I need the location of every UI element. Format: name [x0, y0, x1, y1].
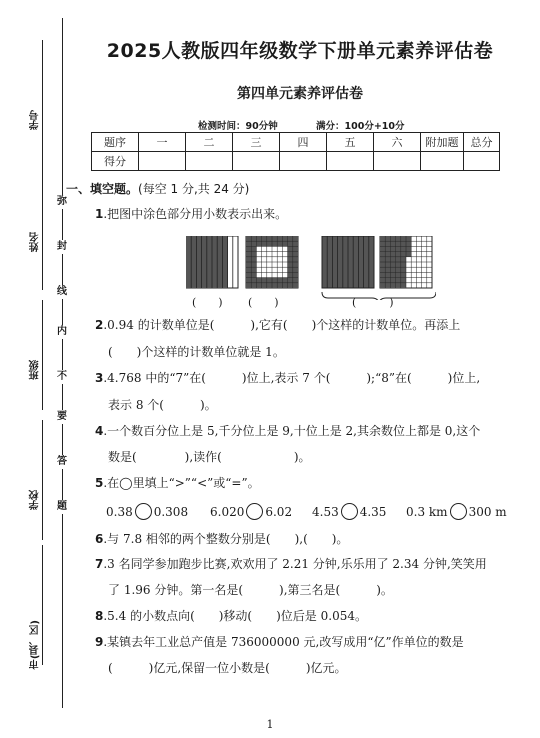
grid-cell-shaded [390, 262, 395, 267]
grid-cell-shaded [246, 267, 251, 272]
binding-line [62, 18, 63, 708]
grid-cell-shaded [380, 262, 385, 267]
grid-cell-shaded [282, 241, 287, 246]
grid-cell-shaded [293, 272, 298, 277]
grid-cell-shaded [288, 236, 293, 241]
compare-left: 4.53 [312, 505, 339, 519]
grid-cell-shaded [385, 241, 390, 246]
grid-cell-shaded [401, 236, 406, 241]
grid-cell-shaded [406, 236, 411, 241]
grid-cell-shaded [293, 278, 298, 283]
grid-cell-shaded [277, 241, 282, 246]
question-text: .一个数百分位上是 5,千分位上是 9,十位上是 2,其余数位上都是 0,这个 [103, 424, 481, 438]
grid-cell-shaded [396, 278, 401, 283]
question-2 [95, 314, 515, 337]
grid-cell-shaded [396, 283, 401, 288]
question-1 [95, 203, 515, 226]
grid-cell-shaded [246, 272, 251, 277]
grid-cell-shaded [282, 236, 287, 241]
grid-cell-shaded [406, 241, 411, 246]
score-table [91, 132, 500, 171]
grid-cell-shaded [251, 246, 256, 251]
grid-cell-shaded [272, 236, 277, 241]
side-label-city: 市(县、区) [30, 620, 41, 670]
compare-right: 300 m [468, 505, 507, 519]
grid-cell-shaded [390, 252, 395, 257]
grid-cell-shaded [380, 257, 385, 262]
seal-char: 不 [57, 371, 67, 382]
grid-cell-shaded [272, 278, 277, 283]
grid-cell-shaded [262, 278, 267, 283]
table-cell: 得分 [92, 152, 139, 171]
page-number: 1 [266, 718, 274, 731]
compare-pair-3 [312, 503, 386, 520]
table-cell: 六 [374, 133, 421, 152]
answer-paren-1[interactable]: ( ) [192, 296, 223, 309]
grid-column-shaded [196, 236, 201, 288]
question-text: .0.94 的计数单位是( ),它有( )个这样的计数单位。再添上 [103, 318, 461, 332]
grid-cell-shaded [385, 267, 390, 272]
question-number: 1 [95, 207, 104, 221]
compare-left: 0.3 km [406, 505, 448, 519]
grid-cell-shaded [390, 246, 395, 251]
question-8 [95, 605, 515, 628]
grid-cell-shaded [272, 241, 277, 246]
grid-hundredths-frame [246, 236, 298, 288]
grid-cell-shaded [401, 267, 406, 272]
grid-cell-shaded [396, 272, 401, 277]
decimal-grid-figure [186, 236, 436, 300]
grid-cell-shaded [251, 262, 256, 267]
grid-cell-shaded [288, 283, 293, 288]
school-line [42, 420, 43, 540]
grid-cell-shaded [380, 283, 385, 288]
score-cell[interactable] [139, 152, 186, 171]
grid-cell-shaded [251, 283, 256, 288]
compare-right: 6.02 [265, 505, 293, 519]
grid-cell-shaded [390, 278, 395, 283]
grid-cell-shaded [396, 236, 401, 241]
table-row [92, 133, 500, 152]
grid-cell-shaded [246, 252, 251, 257]
question-text: .在◯里填上“>”“<”或“=”。 [103, 476, 260, 490]
question-number: 8 [95, 609, 104, 623]
compare-left: 0.38 [106, 505, 133, 519]
grid-cell-shaded [293, 262, 298, 267]
score-cell[interactable] [186, 152, 233, 171]
grid-cell-shaded [267, 236, 272, 241]
question-number: 7 [95, 557, 104, 571]
grid-cell-shaded [251, 252, 256, 257]
compare-right: 4.35 [359, 505, 387, 519]
grid-cell-shaded [401, 246, 406, 251]
grid-cell-shaded [401, 262, 406, 267]
answer-paren-3[interactable]: ( ) [352, 296, 394, 309]
question-number: 5 [95, 476, 104, 490]
grid-cell-shaded [385, 283, 390, 288]
grid-cell-shaded [282, 278, 287, 283]
side-label-student-id: 学号 [30, 110, 41, 130]
grid-cell-shaded [246, 236, 251, 241]
question-number: 4 [95, 424, 104, 438]
compare-pair-2 [210, 503, 292, 520]
grid-cell-shaded [401, 257, 406, 262]
grid-cell-shaded [396, 262, 401, 267]
grid-cell-shaded [396, 252, 401, 257]
question-number: 6 [95, 532, 104, 546]
answer-paren-2[interactable]: ( ) [248, 296, 279, 309]
grid-cell-shaded [380, 236, 385, 241]
table-cell: 题序 [92, 133, 139, 152]
grid-cell-shaded [251, 272, 256, 277]
grid-cell-shaded [288, 262, 293, 267]
grid-tenths-full [322, 236, 374, 288]
seal-char: 封 [57, 241, 67, 252]
city-line [42, 545, 43, 665]
score-cell[interactable] [374, 152, 421, 171]
grid-cell-shaded [390, 236, 395, 241]
grid-cell-shaded [401, 283, 406, 288]
section-note: (每空 1 分,共 24 分) [138, 182, 250, 196]
grid-cell-shaded [401, 272, 406, 277]
table-cell: 总分 [464, 133, 500, 152]
grid-cell-shaded [288, 246, 293, 251]
grid-cell-shaded [396, 241, 401, 246]
exam-score: 满分：100分+10分 [316, 121, 405, 132]
grid-cell-shaded [288, 272, 293, 277]
grid-cell-shaded [390, 267, 395, 272]
grid-cell-shaded [246, 262, 251, 267]
grid-cell-shaded [293, 236, 298, 241]
grid-cell-shaded [256, 278, 261, 283]
grid-cell-shaded [246, 283, 251, 288]
class-line [42, 300, 43, 410]
name-line [42, 170, 43, 290]
grid-cell-shaded [406, 246, 411, 251]
grid-cell-shaded [288, 241, 293, 246]
page-title: 2025人教版四年级数学下册单元素养评估卷 [106, 40, 494, 62]
grid-cell-shaded [293, 252, 298, 257]
score-cell[interactable] [327, 152, 374, 171]
question-6 [95, 528, 515, 551]
grid-cell-shaded [293, 241, 298, 246]
seal-char: 题 [57, 501, 67, 512]
grid-cell-shaded [277, 283, 282, 288]
section-title: 一、填空题。 [66, 182, 139, 196]
grid-tenths-a [186, 236, 238, 288]
question-text: .某镇去年工业总产值是 736000000 元,改写成用“亿”作单位的数是 [103, 635, 464, 649]
table-cell: 一 [139, 133, 186, 152]
question-3-line2: 表示 8 个( )。 [108, 398, 217, 412]
compare-pair-4 [406, 503, 507, 520]
grid-cell-shaded [396, 267, 401, 272]
question-number: 3 [95, 371, 104, 385]
table-cell: 三 [233, 133, 280, 152]
grid-cell-shaded [385, 272, 390, 277]
grid-cell-shaded [246, 246, 251, 251]
question-2-line2: ( )个这样的计数单位就是 1。 [108, 345, 285, 359]
grid-cell-shaded [390, 241, 395, 246]
table-row [92, 152, 500, 171]
grid-cell-shaded [390, 257, 395, 262]
seal-char: 内 [57, 326, 67, 337]
question-text: .4.768 中的“7”在( )位上,表示 7 个( );“8”在( )位上, [103, 371, 481, 385]
grid-column-shaded [186, 236, 191, 288]
grid-cell-shaded [401, 278, 406, 283]
question-4 [95, 420, 515, 443]
compare-right: 0.308 [153, 505, 189, 519]
grid-cell-shaded [385, 252, 390, 257]
side-label-school: 学校 [30, 490, 41, 510]
grid-cell-shaded [293, 283, 298, 288]
grid-cell-shaded [288, 267, 293, 272]
grid-cell-shaded [380, 252, 385, 257]
grid-cell-shaded [262, 241, 267, 246]
question-text: .与 7.8 相邻的两个整数分别是( ),( )。 [103, 532, 349, 546]
table-cell: 四 [280, 133, 327, 152]
grid-cell-shaded [246, 257, 251, 262]
question-3 [95, 367, 515, 390]
grid-cell-shaded [380, 241, 385, 246]
grid-cell-shaded [256, 283, 261, 288]
grid-cell-shaded [251, 278, 256, 283]
grid-cell-shaded [380, 246, 385, 251]
grid-cell-shaded [251, 236, 256, 241]
grid-cell-shaded [251, 267, 256, 272]
grid-cell-shaded [401, 241, 406, 246]
grid-cell-shaded [385, 246, 390, 251]
question-5 [95, 472, 515, 495]
side-label-class: 班级 [30, 360, 41, 380]
grid-cell-shaded [293, 267, 298, 272]
grid-cell-shaded [267, 278, 272, 283]
grid-cell-shaded [293, 246, 298, 251]
grid-cell-shaded [396, 257, 401, 262]
question-7-line2: 了 1.96 分钟。第一名是( ),第三名是( )。 [108, 583, 393, 597]
question-number: 9 [95, 635, 104, 649]
question-text: .3 名同学参加跑步比赛,欢欢用了 2.21 分钟,乐乐用了 2.34 分钟,笑笑用 [103, 557, 487, 571]
grid-cell-shaded [406, 252, 411, 257]
exam-time: 检测时间：90分钟 [198, 121, 278, 132]
grid-cell-shaded [401, 252, 406, 257]
score-cell[interactable] [280, 152, 327, 171]
section-heading [66, 180, 249, 197]
question-9 [95, 631, 515, 654]
grid-cell-shaded [277, 278, 282, 283]
question-4-line2: 数是( ),读作( )。 [108, 450, 311, 464]
grid-cell-shaded [380, 267, 385, 272]
seal-char: 弥 [57, 196, 67, 207]
side-label-name: 姓名 [30, 232, 41, 252]
grid-column-shaded [207, 236, 212, 288]
question-text: .5.4 的小数点向( )移动( )位后是 0.054。 [103, 609, 367, 623]
question-7 [95, 553, 515, 576]
grid-cell-shaded [256, 236, 261, 241]
student-id-line [42, 40, 43, 170]
grid-cell-shaded [385, 236, 390, 241]
grid-column-shaded [202, 236, 207, 288]
grid-cell-shaded [380, 278, 385, 283]
grid-cell-shaded [262, 283, 267, 288]
table-cell: 五 [327, 133, 374, 152]
grid-cell-shaded [267, 283, 272, 288]
grid-cell-shaded [256, 241, 261, 246]
grid-cell-shaded [390, 272, 395, 277]
grid-column-shaded [222, 236, 227, 288]
question-number: 2 [95, 318, 104, 332]
grid-cell-shaded [385, 262, 390, 267]
grid-column-shaded [191, 236, 196, 288]
table-cell: 附加题 [421, 133, 464, 152]
page-subtitle: 第四单元素养评估卷 [237, 86, 363, 102]
grid-hundredths-partial [380, 236, 432, 288]
compare-left: 6.020 [210, 505, 245, 519]
grid-cell-shaded [251, 241, 256, 246]
grid-cell-shaded [390, 283, 395, 288]
grid-cell-shaded [293, 257, 298, 262]
score-cell[interactable] [233, 152, 280, 171]
grid-cell-shaded [385, 278, 390, 283]
table-cell: 二 [186, 133, 233, 152]
score-cell[interactable] [421, 152, 464, 171]
grid-cell-shaded [288, 278, 293, 283]
compare-circle[interactable] [135, 503, 152, 520]
grid-cell-shaded [288, 252, 293, 257]
grid-cell-shaded [282, 283, 287, 288]
grid-cell-shaded [396, 246, 401, 251]
grid-cell-shaded [251, 257, 256, 262]
question-9-line2: ( )亿元,保留一位小数是( )亿元。 [108, 661, 347, 675]
grid-cell-shaded [385, 257, 390, 262]
grid-cell-shaded [288, 257, 293, 262]
question-text: .把图中涂色部分用小数表示出来。 [103, 207, 288, 221]
compare-circle[interactable] [341, 503, 358, 520]
seal-char: 线 [57, 286, 67, 297]
grid-cell-shaded [262, 236, 267, 241]
score-cell[interactable] [464, 152, 500, 171]
grid-cell-shaded [380, 272, 385, 277]
grid-cell-shaded [246, 278, 251, 283]
grid-cell-shaded [277, 236, 282, 241]
compare-circle[interactable] [450, 503, 467, 520]
grid-cell-shaded [246, 241, 251, 246]
compare-circle[interactable] [246, 503, 263, 520]
grid-cell-shaded [272, 283, 277, 288]
seal-char: 答 [57, 456, 67, 467]
grid-column-shaded [212, 236, 217, 288]
compare-pair-1 [106, 503, 188, 520]
grid-cell-shaded [267, 241, 272, 246]
seal-char: 要 [57, 411, 67, 422]
grid-column-shaded [217, 236, 222, 288]
